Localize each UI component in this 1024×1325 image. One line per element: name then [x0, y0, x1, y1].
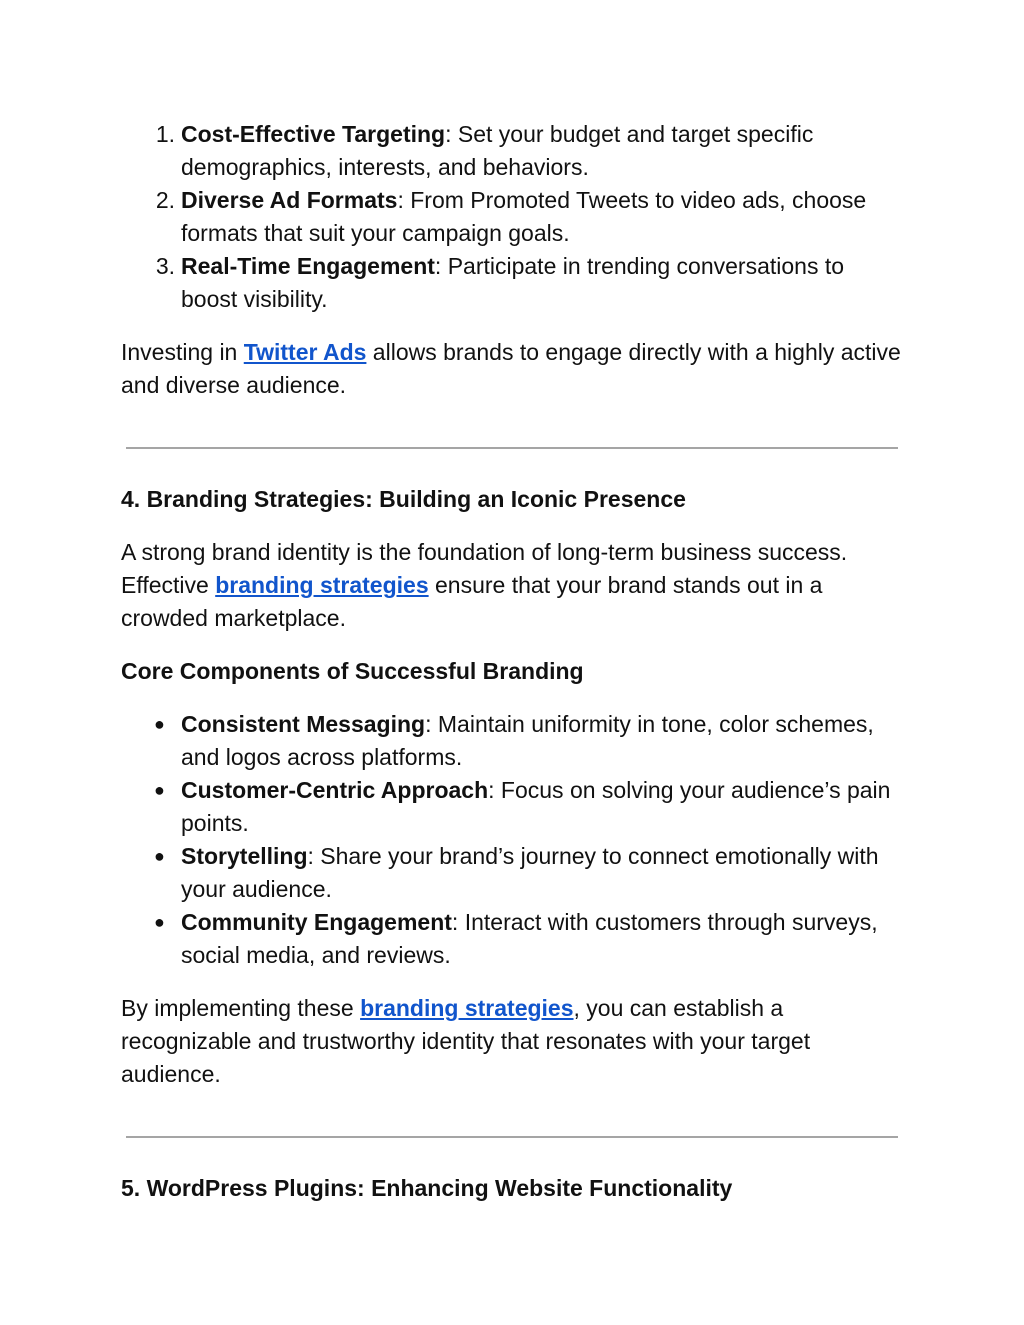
list-term: Storytelling — [181, 843, 308, 869]
list-term: Consistent Messaging — [181, 711, 426, 737]
list-term: Cost-Effective Targeting — [181, 121, 446, 147]
list-text: : Set your budget and target specific demographics, interests, and behaviors. — [181, 121, 814, 180]
twitter-ads-link[interactable]: Twitter Ads — [243, 339, 367, 365]
list-term: Real-Time Engagement — [181, 253, 435, 279]
paragraph-text: , you can establish a recognizable and trustworthy identity that resonates with your target audience. — [121, 995, 811, 1087]
list-term: Customer-Centric Approach — [181, 777, 489, 803]
paragraph-text: A strong brand identity is the foundation of long-term business success. Effective — [121, 539, 848, 598]
bullet-list — [121, 708, 906, 972]
list-text: : Focus on solving your audience’s pain points. — [181, 777, 891, 836]
paragraph-text: ensure that your brand stands out in a crowded marketplace. — [121, 572, 823, 631]
bullet-icon: ● — [154, 912, 165, 932]
list-term: Community Engagement — [181, 909, 452, 935]
list-text: : From Promoted Tweets to video ads, choose formats that suit your campaign goals. — [181, 187, 867, 246]
section-divider — [126, 447, 898, 449]
list-item — [121, 906, 906, 972]
list-item — [121, 774, 906, 840]
list-number: 1. — [155, 121, 175, 147]
list-text: : Interact with customers through surveys, social media, and reviews. — [181, 909, 878, 968]
section-heading-5: 5. WordPress Plugins: Enhancing Website Functionality — [121, 1175, 733, 1201]
numbered-list — [121, 118, 906, 316]
list-number: 3. — [155, 253, 175, 279]
list-text: : Participate in trending conversations to boost visibility. — [181, 253, 845, 312]
list-number: 2. — [155, 187, 175, 213]
paragraph-twitter-ads — [121, 336, 906, 402]
branding-strategies-link[interactable]: branding strategies — [360, 995, 574, 1021]
document-page — [121, 118, 906, 1205]
list-item — [121, 708, 906, 774]
list-item — [121, 184, 906, 250]
list-text: : Maintain uniformity in tone, color schemes, and logos across platforms. — [181, 711, 874, 770]
paragraph-text: Investing in — [121, 339, 244, 365]
list-text: : Share your brand’s journey to connect emotionally with your audience. — [181, 843, 879, 902]
list-item — [121, 250, 906, 316]
paragraph-branding — [121, 536, 906, 635]
bullet-icon: ● — [154, 714, 165, 734]
bullet-icon: ● — [154, 780, 165, 800]
list-term: Diverse Ad Formats — [181, 187, 398, 213]
subheading: Core Components of Successful Branding — [121, 658, 584, 684]
paragraph-implementing — [121, 992, 906, 1091]
paragraph-text: allows brands to engage directly with a highly active and diverse audience. — [121, 339, 901, 398]
bullet-icon: ● — [154, 846, 165, 866]
section-heading-4: 4. Branding Strategies: Building an Iconic Presence — [121, 486, 686, 512]
section-divider — [126, 1136, 898, 1138]
branding-strategies-link[interactable]: branding strategies — [215, 572, 429, 598]
paragraph-text: By implementing these — [121, 995, 361, 1021]
list-item — [121, 840, 906, 906]
list-item — [121, 118, 906, 184]
